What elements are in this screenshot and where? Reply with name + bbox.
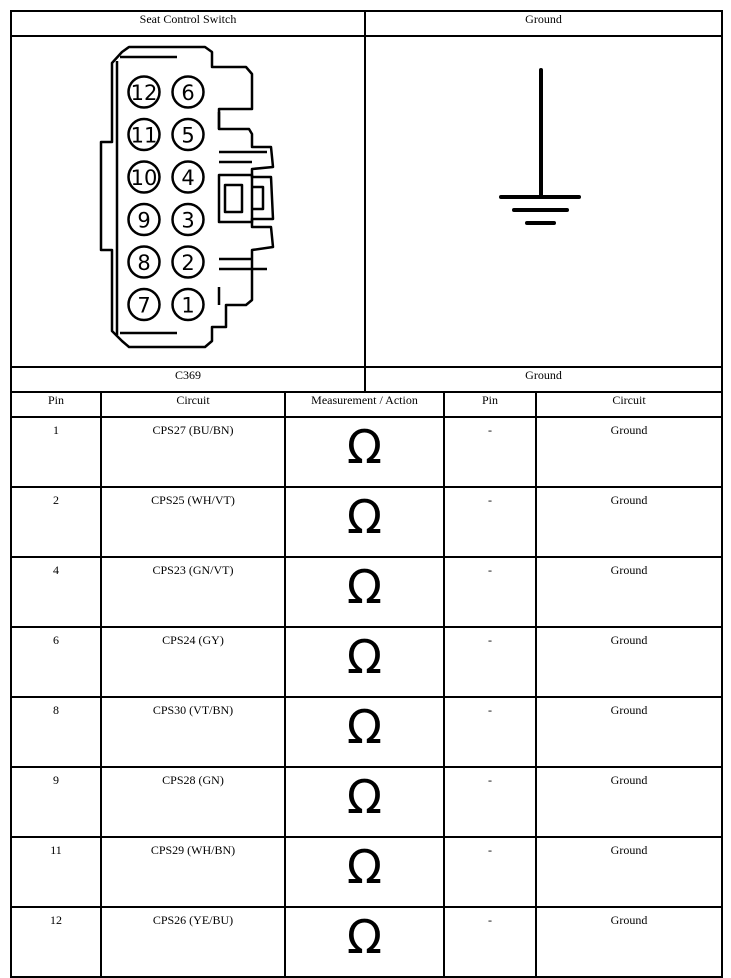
ohm-symbol: Ω xyxy=(346,700,383,754)
pin-10 xyxy=(129,162,160,193)
measurement-cell xyxy=(285,837,444,907)
circuit-cell: CPS28 (GN) xyxy=(101,767,285,837)
pin-cell-2: - xyxy=(444,627,536,697)
ground-label: Ground xyxy=(365,367,722,392)
center-latch-tab xyxy=(252,187,263,209)
pin-number: 11 xyxy=(130,123,158,148)
table-row xyxy=(11,627,722,697)
pin-cell: 6 xyxy=(11,627,101,697)
col-header-circuit: Circuit xyxy=(101,392,285,417)
measurement-cell xyxy=(285,417,444,487)
pin-cell: 8 xyxy=(11,697,101,767)
pin-number: 12 xyxy=(130,81,158,105)
ohm-symbol: Ω xyxy=(346,490,383,544)
col-header-circuit-2: Circuit xyxy=(536,392,722,417)
pin-cell: 9 xyxy=(11,767,101,837)
circuit-cell-2: Ground xyxy=(536,417,722,487)
ohm-symbol: Ω xyxy=(346,770,383,824)
table-row xyxy=(11,907,722,977)
table-row xyxy=(11,487,722,557)
pin-number: 7 xyxy=(137,293,151,318)
circuit-cell-2: Ground xyxy=(536,557,722,627)
circuit-cell-2: Ground xyxy=(536,627,722,697)
col-header-measurement: Measurement / Action xyxy=(285,392,444,417)
circuit-cell: CPS25 (WH/VT) xyxy=(101,487,285,557)
circuit-cell-2: Ground xyxy=(536,767,722,837)
measurement-cell xyxy=(285,907,444,977)
pin-cell-2: - xyxy=(444,417,536,487)
pin-5 xyxy=(173,119,204,150)
pin-1 xyxy=(173,289,204,320)
table-row xyxy=(11,557,722,627)
circuit-cell: CPS24 (GY) xyxy=(101,627,285,697)
pin-11 xyxy=(129,119,160,150)
pin-number: 8 xyxy=(137,251,151,275)
measurement-cell xyxy=(285,557,444,627)
pin-number: 1 xyxy=(181,293,195,318)
pin-number: 2 xyxy=(181,251,195,275)
connector-face-diagram xyxy=(12,37,364,362)
pin-cell: 12 xyxy=(11,907,101,977)
pin-number: 10 xyxy=(130,166,158,190)
col-header-pin: Pin xyxy=(11,392,101,417)
pin-cell: 2 xyxy=(11,487,101,557)
pin-cell-2: - xyxy=(444,557,536,627)
pin-cell-2: - xyxy=(444,837,536,907)
circuit-cell: CPS26 (YE/BU) xyxy=(101,907,285,977)
connector-id: C369 xyxy=(11,367,365,392)
measurement-cell xyxy=(285,697,444,767)
measurement-cell xyxy=(285,767,444,837)
pin-4 xyxy=(173,162,204,193)
circuit-cell: CPS30 (VT/BN) xyxy=(101,697,285,767)
pin-number: 3 xyxy=(181,208,195,233)
pin-number: 5 xyxy=(181,123,195,148)
circuit-cell: CPS29 (WH/BN) xyxy=(101,837,285,907)
pin-cell: 11 xyxy=(11,837,101,907)
circuit-cell-2: Ground xyxy=(536,837,722,907)
circuit-cell: CPS23 (GN/VT) xyxy=(101,557,285,627)
pin-2 xyxy=(173,247,204,278)
measurement-cell xyxy=(285,487,444,557)
center-latch-inner xyxy=(225,185,242,212)
pin-cell-2: - xyxy=(444,697,536,767)
ohm-symbol: Ω xyxy=(346,630,383,684)
pin-number: 6 xyxy=(181,81,195,105)
ground-diagram-cell xyxy=(365,36,722,367)
table-row xyxy=(11,767,722,837)
pin-cell: 4 xyxy=(11,557,101,627)
pinout-table xyxy=(10,10,723,978)
pin-8 xyxy=(129,247,160,278)
ground-title: Ground xyxy=(365,11,722,36)
pin-number: 4 xyxy=(181,166,195,190)
ohm-symbol: Ω xyxy=(346,560,383,614)
ground-symbol xyxy=(368,37,720,362)
pin-cell: 1 xyxy=(11,417,101,487)
ohm-symbol: Ω xyxy=(346,910,383,964)
circuit-cell-2: Ground xyxy=(536,907,722,977)
pin-cell-2: - xyxy=(444,487,536,557)
pin-number: 9 xyxy=(137,208,151,233)
pin-12 xyxy=(129,77,160,108)
measurement-cell xyxy=(285,627,444,697)
table-row xyxy=(11,697,722,767)
ohm-symbol: Ω xyxy=(346,840,383,894)
circuit-cell-2: Ground xyxy=(536,487,722,557)
connector-title: Seat Control Switch xyxy=(11,11,365,36)
circuit-cell: CPS27 (BU/BN) xyxy=(101,417,285,487)
pin-grid xyxy=(129,77,204,321)
pin-9 xyxy=(129,204,160,235)
circuit-cell-2: Ground xyxy=(536,697,722,767)
pin-7 xyxy=(129,289,160,320)
pin-cell-2: - xyxy=(444,907,536,977)
pin-3 xyxy=(173,204,204,235)
pinout-sheet xyxy=(10,10,721,964)
connector-diagram-cell xyxy=(11,36,365,367)
ohm-symbol: Ω xyxy=(346,420,383,474)
pin-6 xyxy=(173,77,204,108)
table-row xyxy=(11,837,722,907)
table-row xyxy=(11,417,722,487)
pin-cell-2: - xyxy=(444,767,536,837)
col-header-pin-2: Pin xyxy=(444,392,536,417)
